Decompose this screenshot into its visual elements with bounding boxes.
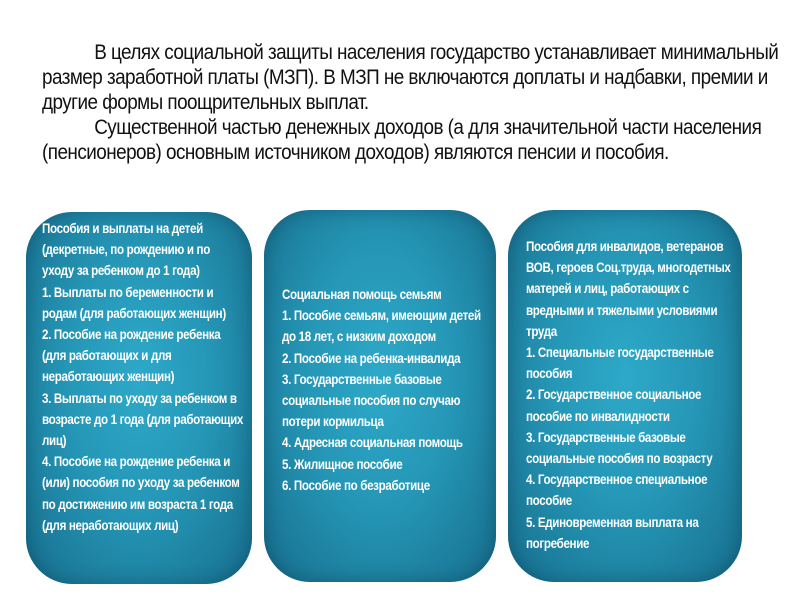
card-content xyxy=(526,236,741,554)
list-item: 2. Пособие на ребенка-инвалида xyxy=(282,350,461,366)
intro-paragraph: В целях социальной защиты населения государство устанавливает минимальный размер заработной платы (МЗП). В МЗП не включаются доплаты и надбавки, премии и другие формы поощрительных выплат. xyxy=(42,41,779,114)
card-title: Пособия для инвалидов, ветеранов ВОВ, героев Соц.труда, многодетных матерей и лиц, работающих с вредными и тяжелыми условиями труда xyxy=(526,239,731,339)
list-item: 2. Пособие на рождение ребенка (для работающих и для неработающих женщин) xyxy=(42,327,221,385)
list-item: 1. Специальные государственные пособия xyxy=(526,345,714,382)
card-title: Социальная помощь семьям xyxy=(282,287,442,302)
list-item: 1. Выплаты по беременности и родам (для работающих женщин) xyxy=(42,284,226,321)
list-item: 4. Адресная социальная помощь xyxy=(282,435,463,451)
list-item: 3. Выплаты по уходу за ребенком в возрасте до 1 года (для работающих лиц) xyxy=(42,390,243,449)
card-child-benefits xyxy=(26,212,252,584)
card-family-assistance xyxy=(264,210,496,582)
list-item: 4. Государственное специальное пособие xyxy=(526,472,708,509)
intro-paragraph: Существенной частью денежных доходов (а для значительной части населения (пенсионеров) основным источником доходов) являются пенсии и пособия. xyxy=(42,116,762,164)
card-title: Пособия и выплаты на детей (декретные, по рождению и по уходу за ребенком до 1 года) xyxy=(42,221,210,279)
card-content xyxy=(282,284,487,496)
intro-text xyxy=(42,40,780,165)
list-item: 5. Жилищное пособие xyxy=(282,456,403,472)
list-item: 3. Государственные базовые социальные пособия по возрасту xyxy=(526,429,713,467)
list-item: 5. Единовременная выплата на погребение xyxy=(526,514,699,551)
card-disability-veterans xyxy=(508,210,742,582)
list-item: 2. Государственное социальное пособие по инвалидности xyxy=(526,387,702,424)
list-item: 3. Государственные базовые социальные пособия по случаю потери кормильца xyxy=(282,371,461,430)
list-item: 1. Пособие семьям, имеющим детей до 18 лет, с низким доходом xyxy=(282,308,481,345)
list-item: 6. Пособие по безработице xyxy=(282,477,430,493)
card-content xyxy=(42,218,243,536)
list-item: 4. Пособие на рождение ребенка и (или) пособия по уходу за ребенком по достижению им возраста 1 года (для неработающих лиц) xyxy=(42,454,240,533)
